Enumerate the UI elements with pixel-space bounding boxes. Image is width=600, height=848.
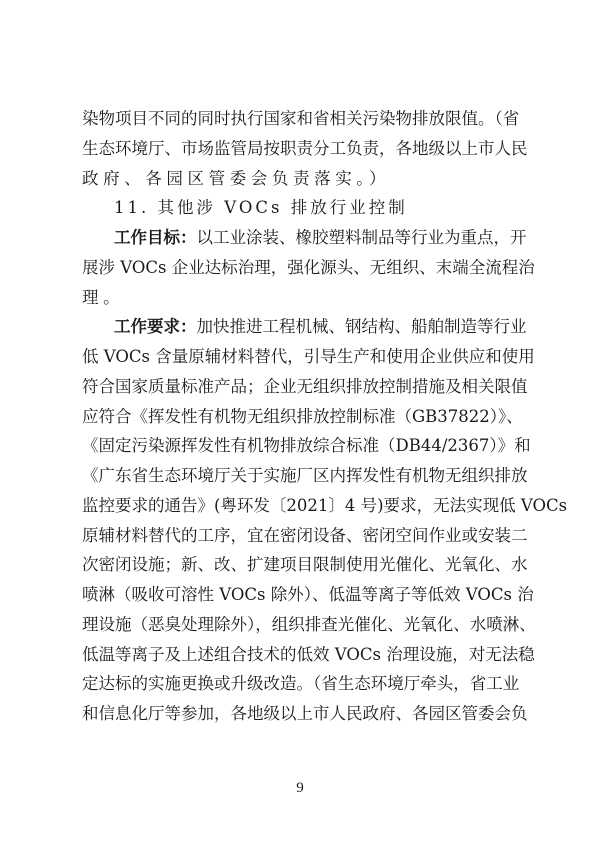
- page-number: 9: [296, 780, 304, 796]
- label-work-requirement: 工作要求：: [114, 317, 197, 337]
- text-line: 理设施（恶臭处理除外），组织排查光催化、光氧化、水喷淋、: [82, 614, 536, 634]
- text-line: [82, 312, 527, 342]
- text-line: 政府、各园区管委会负责落实。）: [82, 168, 391, 188]
- label-work-goal: 工作目标：: [114, 228, 197, 247]
- text-line: 符合国家质量标准产品；企业无组织排放控制措施及相关限值: [82, 376, 528, 396]
- text-line: [82, 223, 527, 253]
- text-line: 低 VOCs 含量原辅材料替代，引导生产和使用企业供应和使用: [82, 347, 535, 366]
- document-body: [82, 104, 568, 729]
- text-line: 《广东省生态环境厅关于实施厂区内挥发性有机物无组织排放: [82, 466, 528, 485]
- text-line: 生态环境厅、市场监管局按职责分工负责，各地级以上市人民: [82, 138, 528, 158]
- text-line: 监控要求的通告》(粤环发〔2021〕4 号)要求，无法实现低 VOCs: [82, 495, 568, 515]
- text-line: 和信息化厅等参加，各地级以上市人民政府、各园区管委会负: [82, 704, 528, 723]
- section-heading: 11. 其他涉 VOCs 排放行业控制: [114, 198, 408, 218]
- text-line: 理。: [82, 287, 125, 307]
- text-line: 《固定污染源挥发性有机物排放综合标准（DB44/2367）》和: [82, 436, 531, 456]
- text-span: 以工业涂装、橡胶塑料制品等行业为重点，开: [196, 228, 527, 247]
- text-line: 原辅材料替代的工序，宜在密闭设备、密闭空间作业或安装二: [82, 525, 528, 545]
- text-line: 定达标的实施更换或升级改造。（省生态环境厅牵头，省工业: [82, 674, 520, 694]
- text-line: 染物项目不同的同时执行国家和省相关污染物排放限值。（省: [82, 109, 520, 128]
- text-line: 次密闭设施；新、改、扩建项目限制使用光催化、光氧化、水: [82, 555, 528, 575]
- text-line: 展涉 VOCs 企业达标治理，强化源头、无组织、末端全流程治: [82, 257, 535, 277]
- text-span: 加快推进工程机械、钢结构、船舶制造等行业: [196, 317, 527, 337]
- text-line: 低温等离子及上述组合技术的低效 VOCs 治理设施，对无法稳: [82, 644, 535, 664]
- text-line: 应符合《挥发性有机物无组织排放控制标准（GB37822）》、: [82, 406, 523, 426]
- text-line: 喷淋（吸收可溶性 VOCs 除外）、低温等离子等低效 VOCs 治: [82, 585, 534, 604]
